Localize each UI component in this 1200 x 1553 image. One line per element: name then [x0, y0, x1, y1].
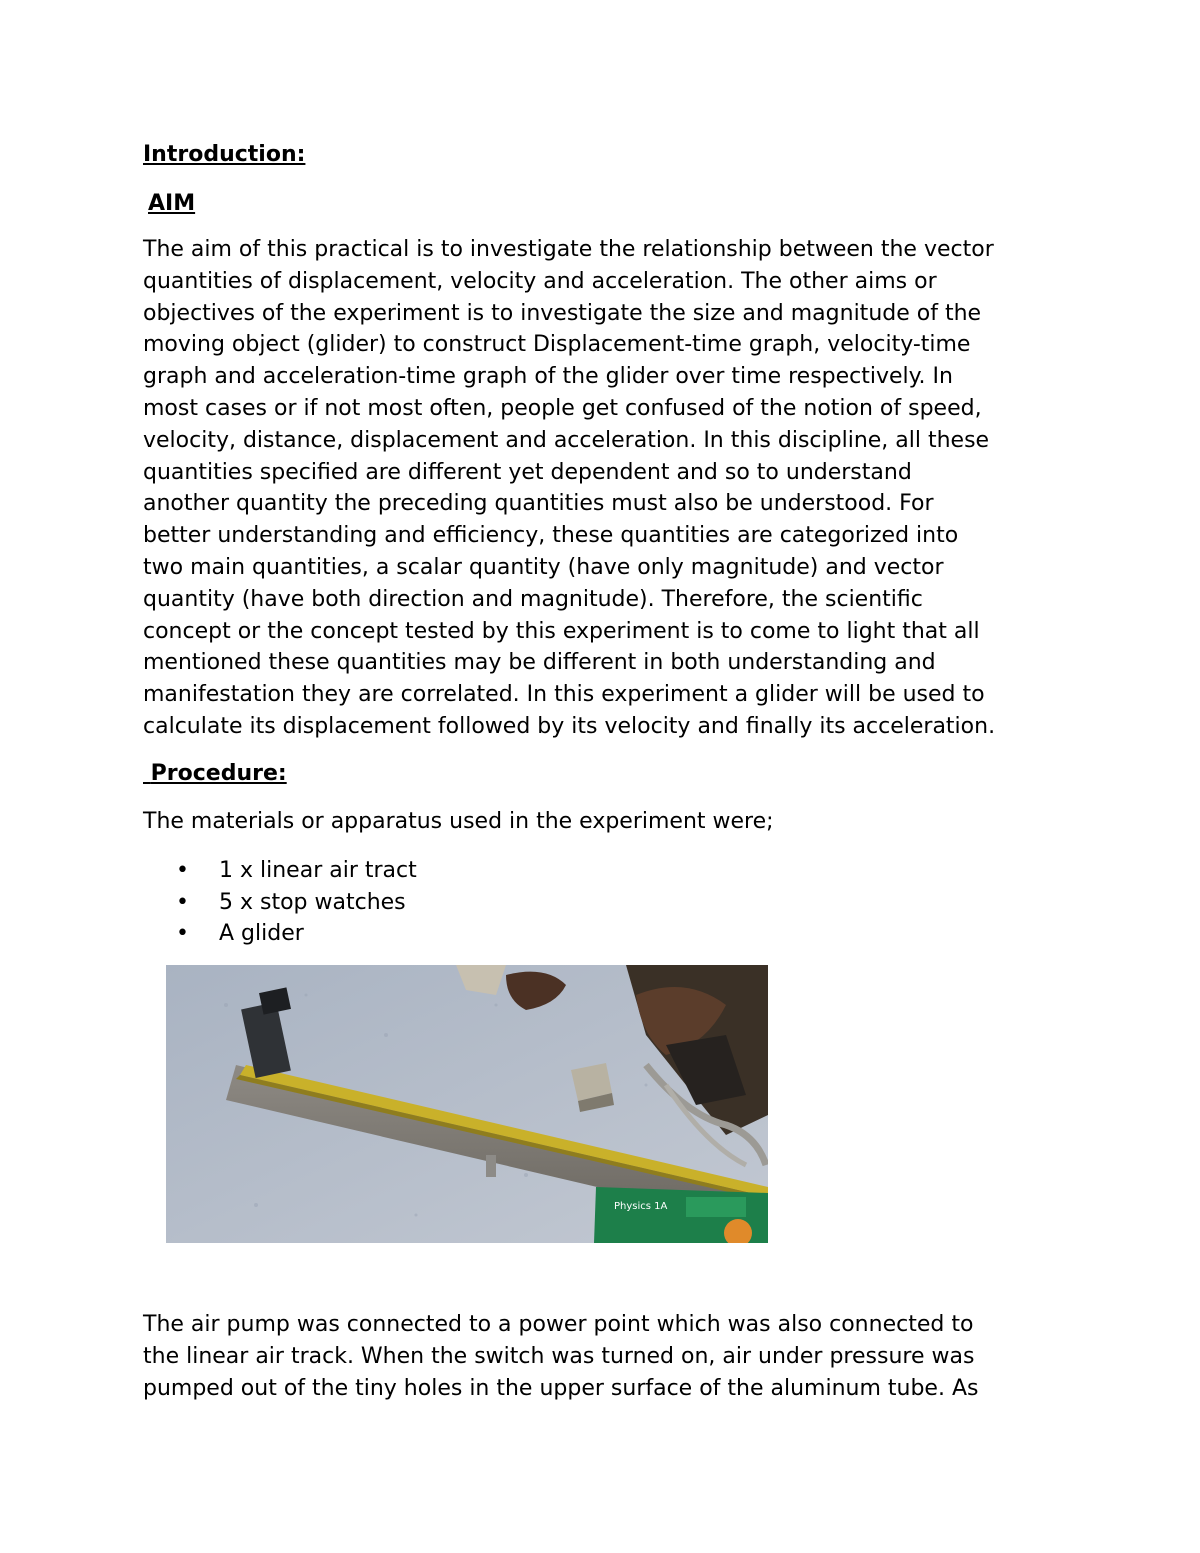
bullet-icon: • — [176, 921, 189, 946]
air-track-photo — [166, 965, 768, 1243]
aim-line: manifestation they are correlated. In this experiment a glider will be used to — [143, 682, 985, 708]
list-item: • 5 x stop watches — [143, 887, 417, 919]
closing-line: pumped out of the tiny holes in the upper surface of the aluminum tube. As — [143, 1375, 979, 1401]
closing-line: The air pump was connected to a power point which was also connected to — [143, 1312, 974, 1337]
aim-line: concept or the concept tested by this experiment is to come to light that all — [143, 618, 980, 644]
aim-line: quantities of displacement, velocity and acceleration. The other aims or — [143, 268, 937, 294]
aim-line: graph and acceleration-time graph of the glider over time respectively. In — [143, 364, 953, 390]
introduction-heading: Introduction: — [143, 142, 306, 167]
aim-line: quantity (have both direction and magnitude). Therefore, the scientific — [143, 586, 923, 612]
aim-line: better understanding and efficiency, these quantities are categorized into — [143, 523, 959, 549]
aim-paragraph — [143, 234, 1063, 743]
aim-line: most cases or if not most often, people get confused of the notion of speed, — [143, 395, 982, 421]
materials-list — [143, 855, 417, 950]
list-item: • 1 x linear air tract — [143, 855, 417, 887]
bullet-icon: • — [176, 889, 189, 915]
closing-paragraph — [143, 1309, 1063, 1404]
aim-heading: AIM — [148, 191, 196, 216]
aim-line: moving object (glider) to construct Displacement-time graph, velocity-time — [143, 332, 971, 358]
procedure-heading: Procedure: — [150, 761, 287, 786]
aim-line: calculate its displacement followed by its velocity and finally its acceleration. — [143, 713, 996, 739]
book-label: Physics 1A — [614, 1201, 668, 1212]
bullet-icon: • — [176, 858, 189, 883]
closing-line: the linear air track. When the switch was turned on, air under pressure was — [143, 1343, 975, 1369]
aim-line: mentioned these quantities may be different in both understanding and — [143, 650, 936, 676]
materials-intro: The materials or apparatus used in the experiment were; — [143, 809, 774, 834]
aim-line: two main quantities, a scalar quantity (have only magnitude) and vector — [143, 554, 944, 580]
aim-line: The aim of this practical is to investigate the relationship between the vector — [143, 237, 994, 262]
aim-line: objectives of the experiment is to investigate the size and magnitude of the — [143, 300, 982, 326]
aim-line: another quantity the preceding quantities must also be understood. For — [143, 491, 934, 517]
list-item: • A glider — [143, 918, 417, 950]
aim-line: velocity, distance, displacement and acceleration. In this discipline, all these — [143, 427, 990, 453]
aim-line: quantities specified are different yet dependent and so to understand — [143, 459, 912, 485]
